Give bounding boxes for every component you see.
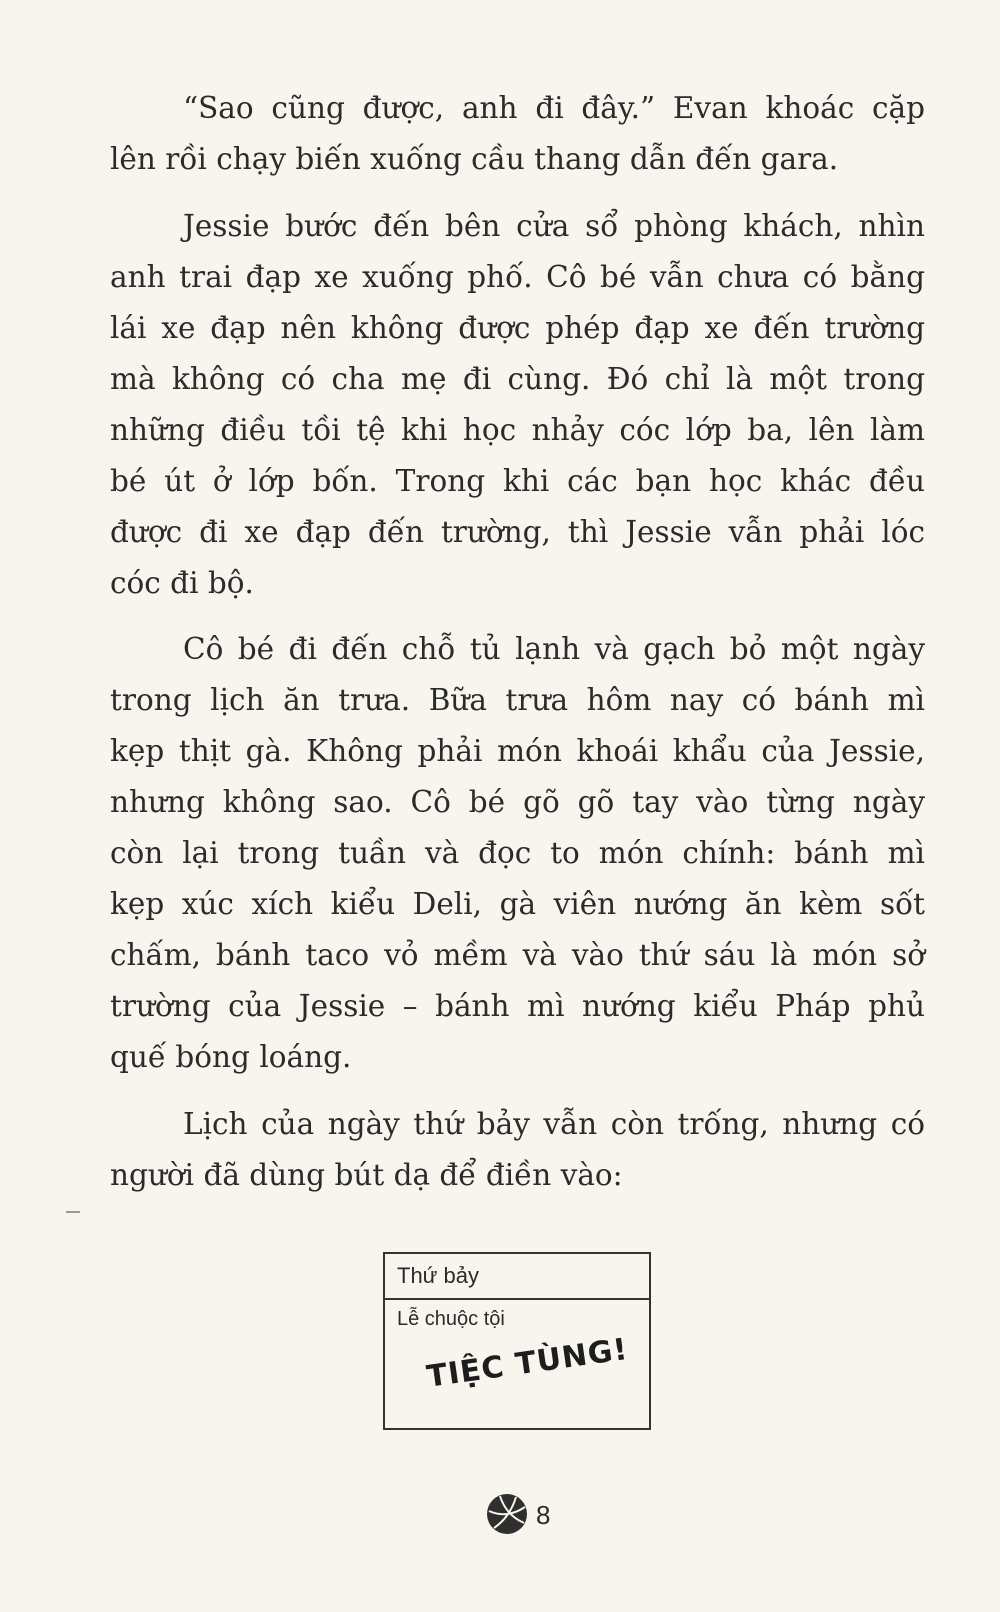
- calendar-day-label: Thứ bảy: [385, 1254, 649, 1300]
- text-line: lên rồi chạy biến xuống cầu thang dẫn đến gara.: [110, 142, 839, 176]
- text-line: cóc đi bộ.: [110, 566, 254, 600]
- text-line: người đã dùng bút dạ để điền vào:: [110, 1158, 623, 1192]
- text-line: trong lịch ăn trưa. Bữa trưa hôm nay có bánh mì: [110, 683, 925, 717]
- calendar-menu-item: Lễ chuộc tội: [397, 1308, 505, 1330]
- text-line: kẹp thịt gà. Không phải món khoái khẩu của Jessie,: [110, 734, 925, 768]
- text-line: “Sao cũng được, anh đi đây.” Evan khoác cặp: [183, 91, 925, 125]
- handwritten-note: TIỆC TÙNG!: [424, 1331, 631, 1395]
- text-line: chấm, bánh taco vỏ mềm và vào thứ sáu là món sở: [110, 938, 925, 972]
- text-line: lái xe đạp nên không được phép đạp xe đến trường: [110, 311, 925, 345]
- page-number: 8: [536, 1500, 551, 1530]
- text-line: những điều tồi tệ khi học nhảy cóc lớp ba, lên làm: [110, 413, 925, 447]
- basketball-icon: [486, 1493, 528, 1535]
- text-line: còn lại trong tuần và đọc to món chính: bánh mì: [110, 836, 925, 870]
- saturday-calendar-box: [383, 1252, 651, 1430]
- text-line: nhưng không sao. Cô bé gõ gõ tay vào từng ngày: [110, 785, 925, 819]
- text-line: bé út ở lớp bốn. Trong khi các bạn học khác đều: [110, 464, 925, 498]
- text-line: kẹp xúc xích kiểu Deli, gà viên nướng ăn kèm sốt: [110, 887, 925, 921]
- text-line: Jessie bước đến bên cửa sổ phòng khách, nhìn: [183, 209, 925, 243]
- text-line: trường của Jessie – bánh mì nướng kiểu Pháp phủ: [110, 989, 925, 1023]
- text-line: Cô bé đi đến chỗ tủ lạnh và gạch bỏ một ngày: [183, 632, 925, 666]
- margin-mark: [66, 1211, 80, 1213]
- text-line: anh trai đạp xe xuống phố. Cô bé vẫn chưa có bằng: [110, 260, 925, 294]
- text-line: Lịch của ngày thứ bảy vẫn còn trống, nhưng có: [183, 1107, 925, 1141]
- text-line: được đi xe đạp đến trường, thì Jessie vẫn phải lóc: [110, 515, 925, 549]
- text-line: mà không có cha mẹ đi cùng. Đó chỉ là một trong: [110, 362, 925, 396]
- text-line: quế bóng loáng.: [110, 1040, 352, 1074]
